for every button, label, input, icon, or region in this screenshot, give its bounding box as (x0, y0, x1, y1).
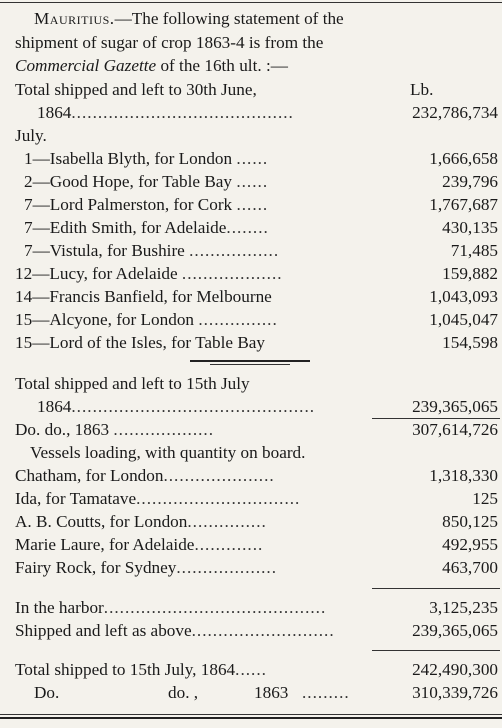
total-15th-label: Total shipped and left to 15th July (15, 374, 250, 393)
newspaper-clipping: Mauritius.—The following statement of the shipment of sugar of crop 1863-4 is from the Commercial Gazette of the 16th ult. :— Total shipped and left to 30th June, Lb. 1864.......................................... 232,786,734 July. 1—Isabella Blyth, for London ...... 1,666,658 2—Good Hope, for Table Bay ...... 239,796 7—Lord Palmerston, for Cork ...... 1,767,687 7—Edith Smith, for Adelaide........ 430,135 7—Vistula, for Bushire ................. 71,485 12—Lucy, for Adelaide ................... 159,882 14—Francis Banfield, for Melbourne 1,043,093 15—Alcyone, for London ............... 1,045,047 15—Lord of the Isles, for Table Bay 154,598 Total shipped and left to 15th July 1864.............................................. 239,365,065 Do. do., 1863 ................... 307,614,726 Vessels loading, with quantity on board. Chatham, for London..................... 1,318,330 Ida, for Tamatave............................... 125 A. B. Coutts, for London............... 850,125 Marie Laure, for Adelaide............. 492,955 Fairy Rock, for Sydney................... 463,700 In the harbor.......................................... 3,125,235 Shipped and left as above........................... 239,365,065 Total shipped to 15th July, 1864...... 242,490,300 Do. do. , 1863 ......... 310,339,726 (0, 0, 502, 728)
intro-line-3 (15, 56, 288, 75)
shipment-entry: 15—Alcyone, for London ............... (15, 310, 278, 329)
shipment-value: 1,767,687 (429, 195, 498, 214)
bottom-rule (0, 717, 502, 719)
loading-value: 1,318,330 (429, 466, 498, 485)
intro-line-1 (34, 9, 498, 28)
shipment-entry: 12—Lucy, for Adelaide ................... (15, 264, 283, 283)
loading-entry: A. B. Coutts, for London............... (15, 512, 267, 531)
opening-dots: .......................................... (71, 103, 294, 122)
loading-heading: Vessels loading, with quantity on board. (30, 443, 306, 462)
bottom-rule (0, 714, 502, 715)
intro-line3-rest: of the 16th ult. :— (156, 56, 288, 75)
loading-value: 125 (472, 489, 498, 508)
shipment-value: 430,135 (442, 218, 498, 237)
loading-entry: Marie Laure, for Adelaide............. (15, 535, 264, 554)
loading-entry: Fairy Rock, for Sydney................... (15, 558, 277, 577)
intro-heading: Mauritius. (34, 9, 115, 28)
loading-entry: Chatham, for London..................... (15, 466, 275, 485)
shipment-value: 1,045,047 (429, 310, 498, 329)
sum-rule (372, 650, 500, 651)
intro-line1-rest: —The following statement of the (114, 9, 344, 28)
shipment-entry: 15—Lord of the Isles, for Table Bay (15, 333, 266, 352)
shipped-above-row: Shipped and left as above........................... (15, 621, 335, 640)
shipped-above-value: 239,365,065 (412, 621, 498, 640)
grand-ditto-value: 310,339,726 (412, 683, 498, 702)
loading-value: 492,955 (442, 535, 498, 554)
loading-entry: Ida, for Tamatave............................... (15, 489, 301, 508)
shipment-entry: 14—Francis Banfield, for Melbourne (15, 287, 272, 306)
harbor-value: 3,125,235 (429, 598, 498, 617)
shipment-value: 154,598 (442, 333, 498, 352)
intro-line-2: shipment of sugar of crop 1863-4 is from the (15, 33, 324, 52)
harbor-row: In the harbor.......................................... (15, 598, 327, 617)
opening-unit: Lb. (410, 80, 434, 99)
grand-total-row: Total shipped to 15th July, 1864...... (15, 660, 267, 679)
total-15th-year-row: 1864.............................................. (37, 397, 316, 416)
ditto-1863-row: Do. do., 1863 ................... (15, 420, 214, 439)
shipment-value: 159,882 (442, 264, 498, 283)
shipment-value: 71,485 (450, 241, 498, 260)
shipment-entry: 7—Edith Smith, for Adelaide........ (24, 218, 269, 237)
grand-total-value: 242,490,300 (412, 660, 498, 679)
total-15th-value: 239,365,065 (412, 397, 498, 416)
source-name: Commercial Gazette (15, 56, 157, 75)
opening-label: Total shipped and left to 30th June, (15, 80, 257, 99)
shipment-value: 1,043,093 (429, 287, 498, 306)
opening-value: 232,786,734 (412, 103, 498, 122)
shipment-entry: 1—Isabella Blyth, for London ...... (24, 149, 269, 168)
loading-value: 850,125 (442, 512, 498, 531)
opening-year-row (37, 103, 294, 122)
top-rule (0, 2, 502, 3)
month-label: July. (15, 126, 47, 145)
shipment-entry: 7—Lord Palmerston, for Cork ...... (24, 195, 269, 214)
section-divider (210, 364, 290, 365)
shipment-value: 1,666,658 (429, 149, 498, 168)
opening-year: 1864 (37, 103, 72, 122)
shipment-entry: 7—Vistula, for Bushire ................. (24, 241, 280, 260)
loading-value: 463,700 (442, 558, 498, 577)
shipment-entry: 2—Good Hope, for Table Bay ...... (24, 172, 269, 191)
shipment-value: 239,796 (442, 172, 498, 191)
ditto-1863-value: 307,614,726 (412, 420, 498, 439)
sum-rule (372, 588, 500, 589)
section-divider (190, 360, 310, 362)
sum-rule (372, 418, 500, 419)
